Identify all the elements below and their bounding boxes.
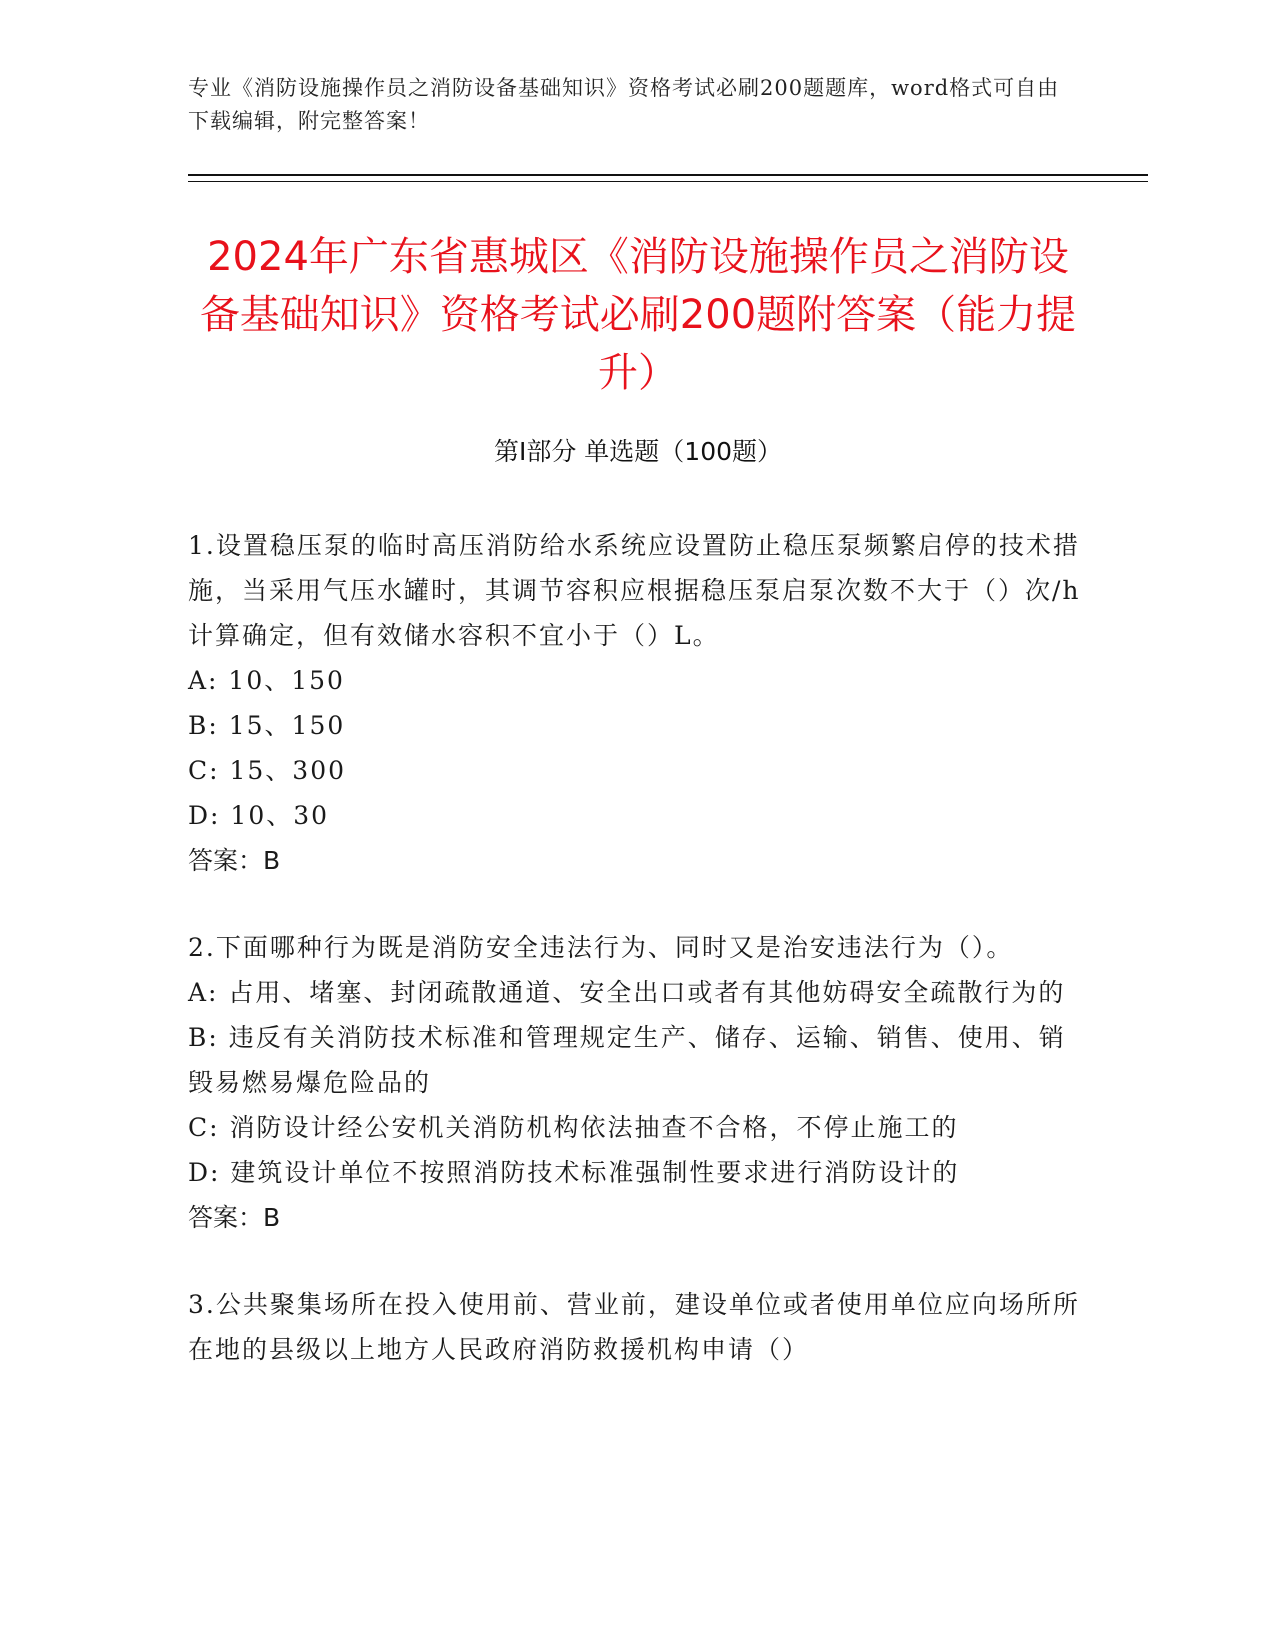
header-divider-thin (188, 181, 1148, 182)
option-c: C: 15、300 (188, 756, 347, 785)
answer: 答案：B (188, 1203, 281, 1232)
question-2 (188, 925, 1088, 1240)
option-d: D: 建筑设计单位不按照消防技术标准强制性要求进行消防设计的 (188, 1158, 960, 1187)
header-note: 专业《消防设施操作员之消防设备基础知识》资格考试必刷200题题库，word格式可自由下载编辑，附完整答案！ (188, 76, 1060, 133)
section-heading: 第I部分 单选题（100题） (493, 437, 783, 466)
question-1 (188, 523, 1088, 883)
question-stem: 1.设置稳压泵的临时高压消防给水系统应设置防止稳压泵频繁启停的技术措施，当采用气压水罐时，其调节容积应根据稳压泵启泵次数不大于（）次/h计算确定，但有效储水容积不宜小于（）L。 (188, 531, 1081, 650)
document-title: 2024年广东省惠城区《消防设施操作员之消防设备基础知识》资格考试必刷200题附答案（能力提升） (199, 234, 1077, 396)
answer: 答案：B (188, 846, 281, 875)
header-divider (188, 174, 1148, 176)
question-stem: 2.下面哪种行为既是消防安全违法行为、同时又是治安违法行为（）。 (188, 933, 1014, 962)
option-a: A: 占用、堵塞、封闭疏散通道、安全出口或者有其他妨碍安全疏散行为的 (188, 978, 1066, 1007)
option-c: C: 消防设计经公安机关消防机构依法抽查不合格，不停止施工的 (188, 1113, 959, 1142)
question-stem: 3.公共聚集场所在投入使用前、营业前，建设单位或者使用单位应向场所所在地的县级以上地方人民政府消防救援机构申请（） (188, 1290, 1080, 1364)
option-b: B: 15、150 (188, 711, 346, 740)
option-b: B: 违反有关消防技术标准和管理规定生产、储存、运输、销售、使用、销毁易燃易爆危险品的 (188, 1023, 1066, 1097)
question-3 (188, 1282, 1088, 1372)
option-a: A: 10、150 (188, 666, 345, 695)
option-d: D: 10、30 (188, 801, 330, 830)
question-list (188, 523, 1088, 1414)
